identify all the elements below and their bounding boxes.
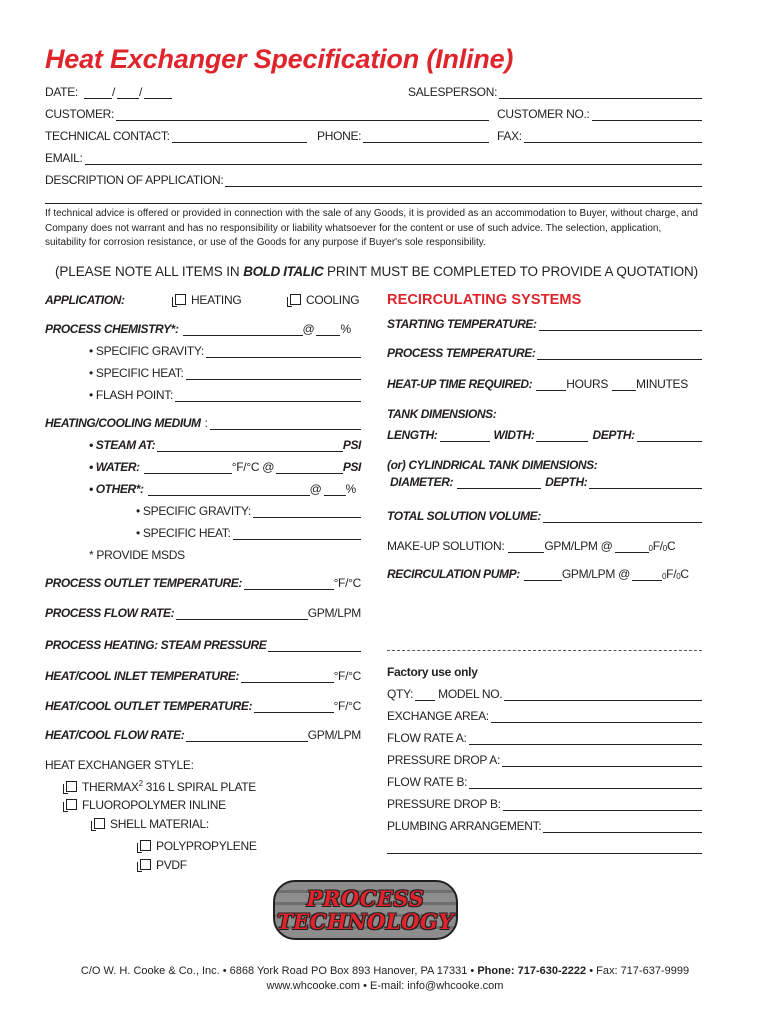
recirculating-heading: RECIRCULATING SYSTEMS	[387, 292, 582, 308]
application-label: APPLICATION:	[45, 293, 125, 307]
hc-inlet-field[interactable]: HEAT/COOL INLET TEMPERATURE: °F/°C	[45, 669, 361, 683]
pvdf-option[interactable]: PVDF	[140, 858, 187, 872]
pvdf-checkbox[interactable]	[140, 859, 151, 870]
flow-rate-field[interactable]: PROCESS FLOW RATE: GPM/LPM	[45, 606, 361, 620]
footer-phone: Phone: 717-630-2222	[477, 965, 587, 977]
email-label: EMAIL:	[45, 151, 83, 165]
heating-checkbox[interactable]	[175, 294, 186, 305]
heating-option[interactable]: HEATING	[175, 293, 241, 307]
fax-field[interactable]	[497, 129, 702, 143]
medium-field[interactable]: HEATING/COOLING MEDIUM :	[45, 416, 361, 430]
total-volume-field[interactable]: TOTAL SOLUTION VOLUME:	[387, 509, 702, 523]
page-title: Heat Exchanger Specification (Inline)	[45, 44, 514, 74]
description-label: DESCRIPTION OF APPLICATION:	[45, 173, 224, 187]
process-temp-field[interactable]: PROCESS TEMPERATURE:	[387, 346, 702, 360]
disclaimer-text: If technical advice is offered or provided in connection with the sale of any Goods, it is provided as an accommodation to Buyer, without charge, and Company does not warrant and has no responsibility or liability whatsoever for the content or use of such advice. The selection, application, suitability for corrosion resistance, or use of the Goods for any purpose if Buyer's sole responsibility.	[45, 208, 698, 248]
makeup-field[interactable]: MAKE-UP SOLUTION: GPM/LPM @ 0 F/ 0 C	[387, 539, 676, 553]
shell-material-option[interactable]: SHELL MATERIAL:	[94, 817, 209, 831]
cyl-tank-field[interactable]: DIAMETER: DEPTH:	[390, 475, 702, 489]
customer-no-field[interactable]	[497, 107, 702, 121]
quotation-note: (PLEASE NOTE ALL ITEMS IN BOLD ITALIC PRINT MUST BE COMPLETED TO PROVIDE A QUOTATION)	[55, 264, 699, 279]
sub-specific-gravity-field[interactable]: • SPECIFIC GRAVITY:	[136, 504, 361, 518]
flow-rate-b-field[interactable]: FLOW RATE B:	[387, 775, 702, 789]
hx-style-label: HEAT EXCHANGER STYLE:	[45, 758, 194, 772]
logo-line-1: PROCESS	[306, 886, 425, 911]
process-technology-logo	[273, 880, 458, 940]
tank-dims-label: TANK DIMENSIONS:	[387, 407, 497, 421]
email-field[interactable]	[45, 151, 702, 165]
technical-contact-field[interactable]	[45, 129, 307, 143]
other-field[interactable]: • OTHER*: @ %	[89, 482, 356, 496]
date-label: DATE:	[45, 85, 78, 99]
customer-no-label: CUSTOMER NO.:	[497, 107, 590, 121]
description-line-2	[45, 203, 702, 204]
recirc-pump-field[interactable]: RECIRCULATION PUMP: GPM/LPM @ 0 F/ 0 C	[387, 567, 689, 581]
pressure-drop-a-field[interactable]: PRESSURE DROP A:	[387, 753, 702, 767]
shell-material-checkbox[interactable]	[94, 818, 105, 829]
qty-model-field[interactable]: QTY: MODEL NO.	[387, 687, 702, 701]
technical-contact-label: TECHNICAL CONTACT:	[45, 129, 170, 143]
steam-pressure-field[interactable]: PROCESS HEATING: STEAM PRESSURE	[45, 638, 361, 652]
hc-outlet-field[interactable]: HEAT/COOL OUTLET TEMPERATURE: °F/°C	[45, 699, 361, 713]
description-field[interactable]	[45, 173, 702, 187]
plumbing-field[interactable]: PLUMBING ARRANGEMENT:	[387, 819, 702, 833]
logo-line-2: TECHNOLOGY	[277, 909, 454, 934]
water-field[interactable]: • WATER: °F/°C @ PSI	[89, 460, 361, 474]
thermax-option[interactable]: THERMAX$^2$ 316 L SPIRAL PLATE	[66, 779, 256, 794]
provide-msds-note: * PROVIDE MSDS	[89, 548, 185, 562]
specific-gravity-field[interactable]: • SPECIFIC GRAVITY:	[89, 344, 361, 358]
cooling-checkbox[interactable]	[290, 294, 301, 305]
heatup-time-field[interactable]: HEAT-UP TIME REQUIRED: HOURS MINUTES	[387, 377, 688, 391]
salesperson-label: SALESPERSON:	[408, 85, 498, 99]
footer-web: www.whcooke.com • E-mail: info@whcooke.com	[266, 980, 504, 992]
cooling-option[interactable]: COOLING	[290, 293, 359, 307]
polypropylene-checkbox[interactable]	[140, 840, 151, 851]
polypropylene-option[interactable]: POLYPROPYLENE	[140, 839, 257, 853]
phone-field[interactable]	[317, 129, 489, 143]
hc-flow-field[interactable]: HEAT/COOL FLOW RATE: GPM/LPM	[45, 728, 361, 742]
customer-label: CUSTOMER:	[45, 107, 115, 121]
fluoropolymer-option[interactable]: FLUOROPOLYMER INLINE	[66, 798, 226, 812]
thermax-checkbox[interactable]	[66, 781, 77, 792]
steam-at-field[interactable]: • STEAM AT: PSI	[89, 438, 361, 452]
customer-field[interactable]	[45, 107, 489, 121]
tank-dims-field[interactable]: LENGTH: WIDTH: DEPTH:	[387, 428, 702, 442]
sub-specific-heat-field[interactable]: • SPECIFIC HEAT:	[136, 526, 361, 540]
plumbing-line-2	[387, 853, 702, 854]
footer-address: C/O W. H. Cooke & Co., Inc. • 6868 York Road PO Box 893 Hanover, PA 17331 • Phone: 717-630-2222 • Fax: 717-637-9999	[80, 965, 690, 977]
process-chemistry-field[interactable]: PROCESS CHEMISTRY*: @ %	[45, 322, 351, 336]
date-field[interactable]: DATE: / /	[45, 85, 195, 99]
phone-label: PHONE:	[317, 129, 362, 143]
pressure-drop-b-field[interactable]: PRESSURE DROP B:	[387, 797, 702, 811]
fluoropolymer-checkbox[interactable]	[66, 799, 77, 810]
outlet-temp-field[interactable]: PROCESS OUTLET TEMPERATURE: °F/°C	[45, 576, 361, 590]
exchange-area-field[interactable]: EXCHANGE AREA:	[387, 709, 702, 723]
factory-divider	[387, 650, 702, 651]
flash-point-field[interactable]: • FLASH POINT:	[89, 388, 361, 402]
specific-heat-field[interactable]: • SPECIFIC HEAT:	[89, 366, 361, 380]
starting-temp-field[interactable]: STARTING TEMPERATURE:	[387, 317, 702, 331]
cyl-tank-label: (or) CYLINDRICAL TANK DIMENSIONS:	[387, 458, 598, 472]
flow-rate-a-field[interactable]: FLOW RATE A:	[387, 731, 702, 745]
factory-use-label: Factory use only	[387, 665, 478, 679]
salesperson-field[interactable]	[408, 85, 702, 99]
fax-label: FAX:	[497, 129, 522, 143]
